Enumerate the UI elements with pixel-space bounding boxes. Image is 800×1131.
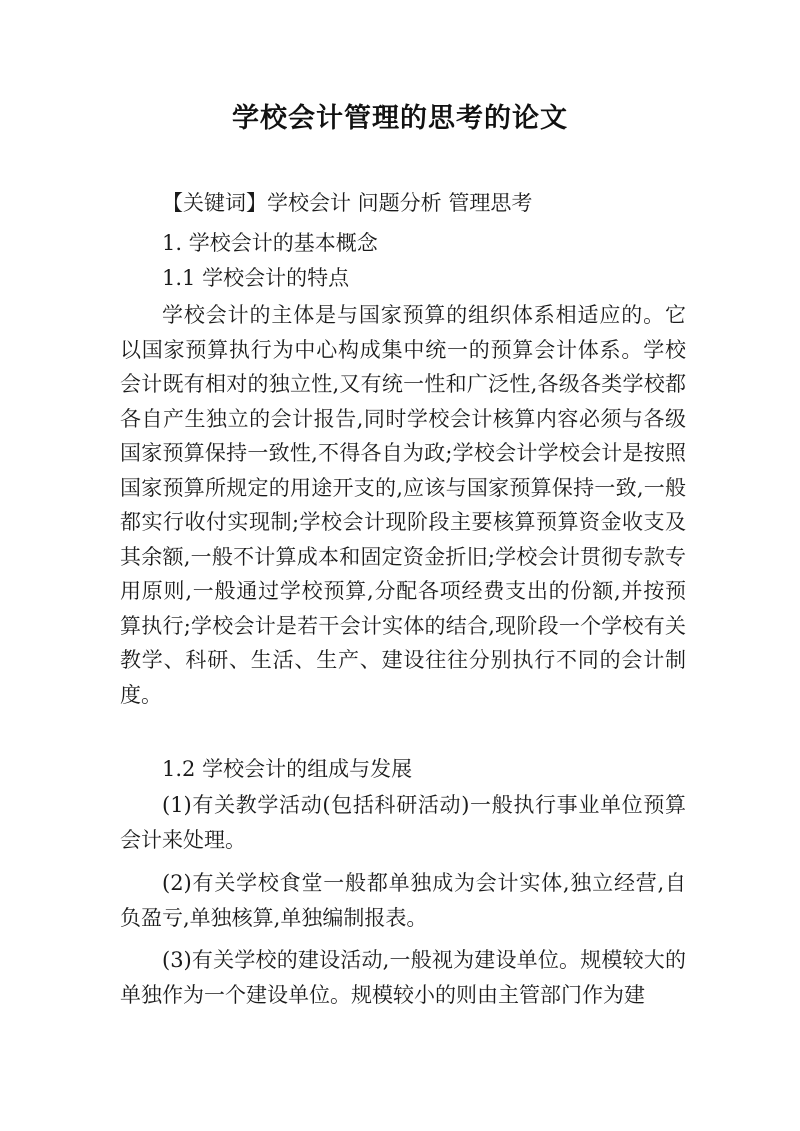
paragraph-item-3: (3)有关学校的建设活动,一般视为建设单位。规模较大的单独作为一个建设单位。规模较小的则由主管部门作为建 <box>120 948 686 1007</box>
paragraph-characteristics: 学校会计的主体是与国家预算的组织体系相适应的。它以国家预算执行为中心构成集中统一的预算会计体系。学校会计既有相对的独立性,又有统一性和广泛性,各级各类学校都各自产生独立的会计报告,同时学校会计核算内容必须与各级国家预算保持一致性,不得各自为政;学校会计学校会计是按照国家预算所规定的用途开支的,应该与国家预算保持一致,一般都实行收付实现制;学校会计现阶段主要核算预算资金收支及其余额,一般不计算成本和固定资金折旧;学校会计贯彻专款专用原则,一般通过学校预算,分配各项经费支出的份额,并按预算执行;学校会计是若干会计实体的结合,现阶段一个学校有关教学、科研、生活、生产、建设往往分别执行不同的会计制度。 <box>120 303 686 707</box>
paragraph-item-1: (1)有关教学活动(包括科研活动)一般执行事业单位预算会计来处理。 <box>120 793 686 852</box>
document-title: 学校会计管理的思考的论文 <box>232 103 568 134</box>
keywords-line: 【关键词】学校会计 问题分析 管理思考 <box>162 191 533 215</box>
section-heading-1-2: 1.2 学校会计的组成与发展 <box>162 757 413 781</box>
section-heading-1: 1. 学校会计的基本概念 <box>162 231 378 255</box>
paragraph-item-2: (2)有关学校食堂一般都单独成为会计实体,独立经营,自负盈亏,单独核算,单独编制报表。 <box>120 871 686 930</box>
section-heading-1-1: 1.1 学校会计的特点 <box>162 266 350 290</box>
